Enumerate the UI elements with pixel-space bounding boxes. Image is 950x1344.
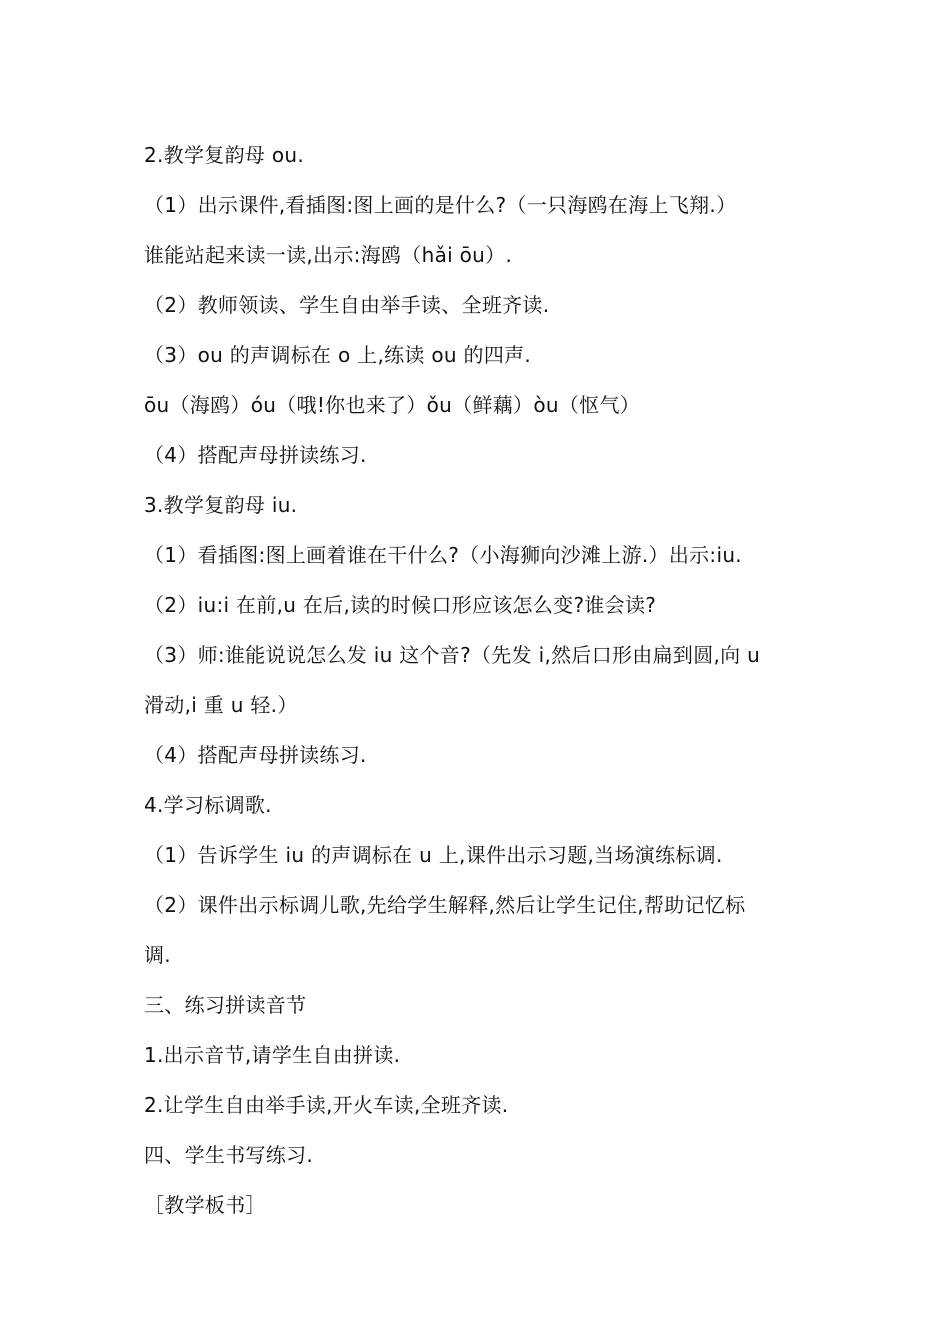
- paragraph-line: （2）教师领读、学生自由举手读、全班齐读.: [144, 293, 550, 317]
- paragraph-line: 谁能站起来读一读,出示:海鸥（hǎi ōu）.: [144, 243, 513, 267]
- paragraph-line: （1）出示课件,看插图:图上画的是什么?（一只海鸥在海上飞翔.）: [144, 193, 737, 217]
- paragraph-line: 2.让学生自由举手读,开火车读,全班齐读.: [144, 1093, 509, 1117]
- heading-tone-song: 4.学习标调歌.: [144, 793, 272, 817]
- tone-examples-line: ōu（海鸥）óu（哦!你也来了）ǒu（鲜藕）òu（怄气）: [144, 393, 641, 417]
- paragraph-line: 1.出示音节,请学生自由拼读.: [144, 1043, 401, 1067]
- paragraph-line: （4）搭配声母拼读练习.: [144, 743, 367, 767]
- document-body: [144, 130, 824, 1230]
- board-writing-label: ［教学板书］: [144, 1193, 266, 1217]
- paragraph-line: 滑动,i 重 u 轻.）: [144, 693, 298, 717]
- section-heading-practice: 三、练习拼读音节: [144, 993, 307, 1017]
- heading-teach-ou: 2.教学复韵母 ou.: [144, 143, 305, 167]
- paragraph-line: （1）看插图:图上画着谁在干什么?（小海狮向沙滩上游.）出示:iu.: [144, 543, 742, 567]
- paragraph-line: （1）告诉学生 iu 的声调标在 u 上,课件出示习题,当场演练标调.: [144, 843, 723, 867]
- heading-teach-iu: 3.教学复韵母 iu.: [144, 493, 298, 517]
- paragraph-line: （3）师:谁能说说怎么发 iu 这个音?（先发 i,然后口形由扁到圆,向 u: [144, 643, 761, 667]
- section-heading-writing: 四、学生书写练习.: [144, 1143, 314, 1167]
- paragraph-line: （2）iu:i 在前,u 在后,读的时候口形应该怎么变?谁会读?: [144, 593, 657, 617]
- paragraph-line: （3）ou 的声调标在 o 上,练读 ou 的四声.: [144, 343, 532, 367]
- paragraph-line: （4）搭配声母拼读练习.: [144, 443, 367, 467]
- paragraph-line: （2）课件出示标调儿歌,先给学生解释,然后让学生记住,帮助记忆标: [144, 893, 746, 917]
- paragraph-line: 调.: [144, 943, 171, 967]
